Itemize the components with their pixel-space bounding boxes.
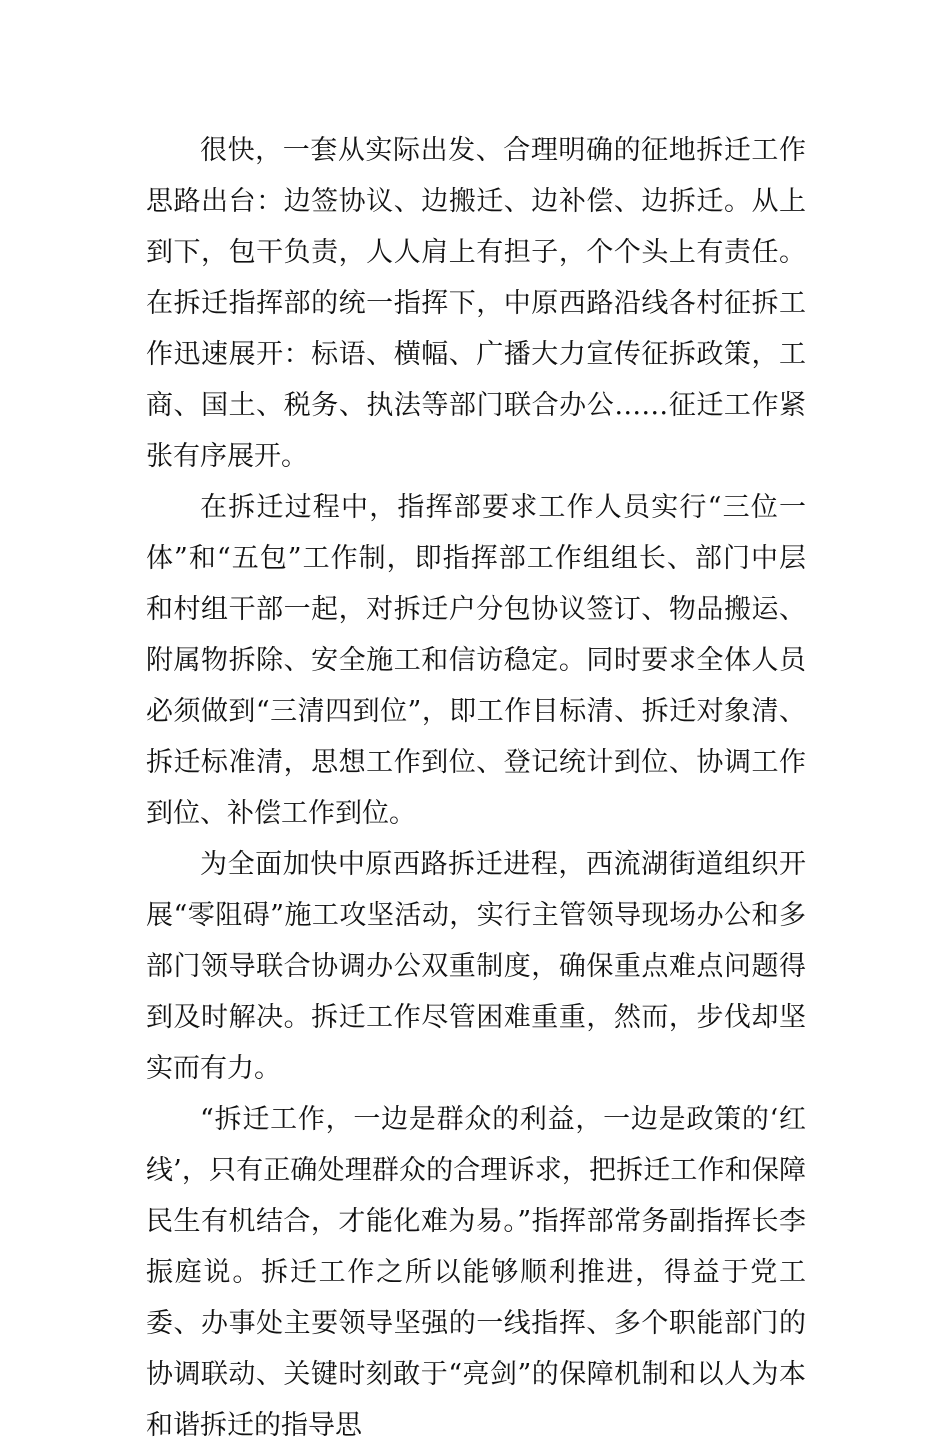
article-body — [146, 125, 806, 1451]
paragraph-2: 在拆迁过程中，指挥部要求工作人员实行“三位一体”和“五包”工作制，即指挥部工作组组长、部门中层和村组干部一起，对拆迁户分包协议签订、物品搬运、附属物拆除、安全施工和信访稳定。同时要求全体人员必须做到“三清四到位”，即工作目标清、拆迁对象清、拆迁标准清，思想工作到位、登记统计到位、协调工作到位、补偿工作到位。 — [146, 492, 806, 829]
paragraph-4: “拆迁工作，一边是群众的利益，一边是政策的‘红线’，只有正确处理群众的合理诉求，把拆迁工作和保障民生有机结合，才能化难为易。”指挥部常务副指挥长李振庭说。拆迁工作之所以能够顺利推进，得益于党工委、办事处主要领导坚强的一线指挥、多个职能部门的协调联动、关键时刻敢于“亮剑”的保障机制和以人为本和谐拆迁的指导思 — [146, 1104, 806, 1441]
paragraph-3: 为全面加快中原西路拆迁进程，西流湖街道组织开展“零阻碍”施工攻坚活动，实行主管领导现场办公和多部门领导联合协调办公双重制度，确保重点难点问题得到及时解决。拆迁工作尽管困难重重，然而，步伐却坚实而有力。 — [146, 849, 806, 1084]
paragraph-1: 很快，一套从实际出发、合理明确的征地拆迁工作思路出台：边签协议、边搬迁、边补偿、边拆迁。从上到下，包干负责，人人肩上有担子，个个头上有责任。在拆迁指挥部的统一指挥下，中原西路沿线各村征拆工作迅速展开：标语、横幅、广播大力宣传征拆政策，工商、国土、税务、执法等部门联合办公……征迁工作紧张有序展开。 — [146, 135, 806, 472]
